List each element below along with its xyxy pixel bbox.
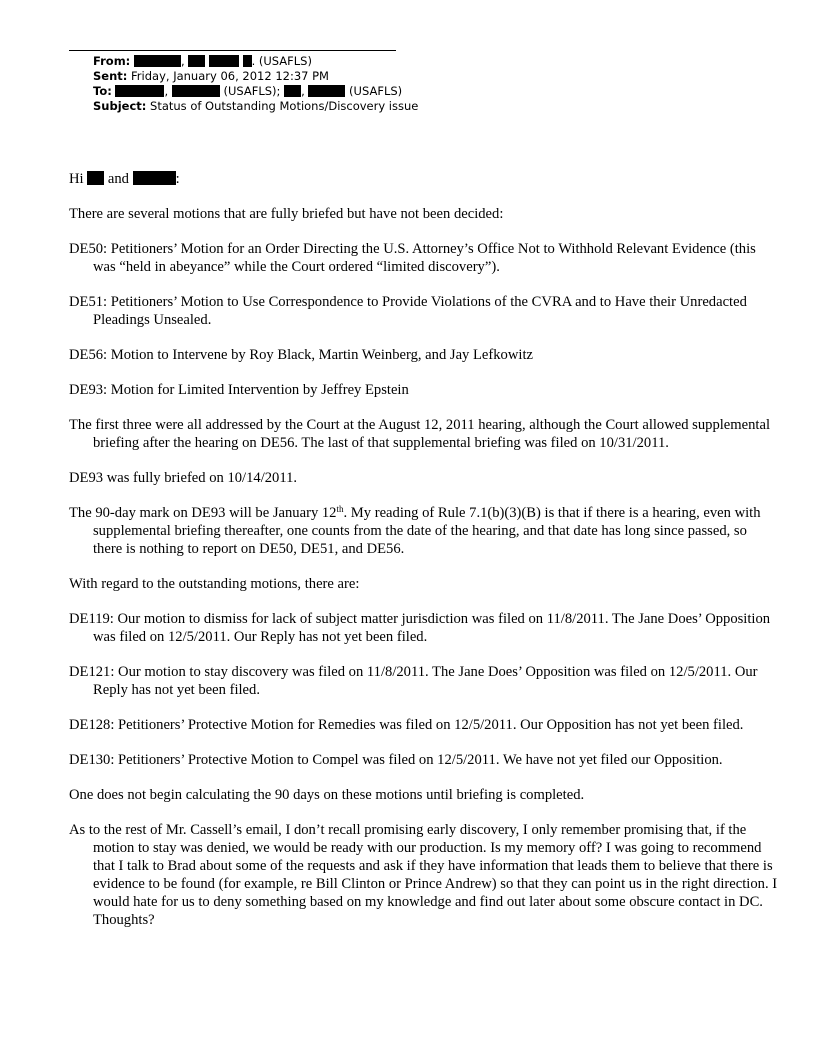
from-line: From: , . (USAFLS)	[93, 54, 312, 68]
email-body	[69, 170, 779, 946]
paragraph-outstanding: With regard to the outstanding motions, there are:	[69, 576, 360, 592]
redaction-box	[284, 85, 301, 97]
to-end: (USAFLS)	[349, 84, 403, 98]
motion-de128: DE128: Petitioners’ Protective Motion for Remedies was filed on 12/5/2011. Our Opposition has not yet been filed.	[69, 717, 744, 733]
redaction-box	[115, 85, 164, 97]
redaction-box	[188, 55, 205, 67]
redaction-box	[133, 171, 176, 185]
subject-label: Subject:	[93, 99, 147, 113]
greeting: Hi and :	[69, 171, 180, 187]
from-label: From:	[93, 54, 131, 68]
email-header	[93, 54, 418, 114]
paragraph-intro: There are several motions that are fully briefed but have not been decided:	[69, 206, 504, 222]
paragraph-ninety-day: The 90-day mark on DE93 will be January 12th. My reading of Rule 7.1(b)(3)(B) is that if there is a hearing, even with supplemental briefing thereafter, one counts from the date of the hearing, and that date has long since passed, so there is nothing to report on DE50, DE51, and DE56.	[69, 504, 761, 557]
redaction-box	[172, 85, 220, 97]
redaction-box	[243, 55, 252, 67]
paragraph-cassell: As to the rest of Mr. Cassell’s email, I don’t recall promising early discovery, I only remember promising that, if the motion to stay was denied, we would be ready with our production. Is my memory off? I was going to recommend that I talk to Brad about some of the requests and ask if they have information that leads them to believe that there is evidence to be found (for example, re Bill Clinton or Prince Andrew) so that they can point us in the right direction. I would hate for us to deny something based on my knowledge and find out later about some obscure contact in DC. Thoughts?	[69, 822, 778, 928]
motion-de93: DE93: Motion for Limited Intervention by Jeffrey Epstein	[69, 382, 409, 398]
to-line: To: , (USAFLS); , (USAFLS)	[93, 84, 403, 98]
header-divider	[69, 50, 396, 51]
motion-de56: DE56: Motion to Intervene by Roy Black, Martin Weinberg, and Jay Lefkowitz	[69, 347, 533, 363]
sent-label: Sent:	[93, 69, 128, 83]
redaction-box	[308, 85, 345, 97]
paragraph-ninety-calc: One does not begin calculating the 90 days on these motions until briefing is completed.	[69, 787, 585, 803]
sent-line	[93, 69, 418, 84]
motion-de121: DE121: Our motion to stay discovery was filed on 11/8/2011. The Jane Does’ Opposition was filed on 12/5/2011. Our Reply has not yet been filed.	[69, 664, 758, 698]
motion-de130: DE130: Petitioners’ Protective Motion to Compel was filed on 12/5/2011. We have not yet filed our Opposition.	[69, 752, 723, 768]
subject-value: Status of Outstanding Motions/Discovery issue	[150, 99, 419, 113]
sent-value: Friday, January 06, 2012 12:37 PM	[131, 69, 329, 83]
motion-de50: DE50: Petitioners’ Motion for an Order Directing the U.S. Attorney’s Office Not to Withhold Relevant Evidence (this was “held in abeyance” while the Court ordered “limited discovery”).	[69, 241, 756, 275]
redaction-box	[134, 55, 181, 67]
redaction-box	[209, 55, 239, 67]
to-middle: (USAFLS);	[223, 84, 281, 98]
motion-de119: DE119: Our motion to dismiss for lack of subject matter jurisdiction was filed on 11/8/2011. The Jane Does’ Opposition was filed on 12/5/2011. Our Reply has not yet been filed.	[69, 611, 771, 645]
to-label: To:	[93, 84, 112, 98]
redaction-box	[87, 171, 104, 185]
subject-line	[93, 99, 418, 114]
motion-de51: DE51: Petitioners’ Motion to Use Correspondence to Provide Violations of the CVRA and to Have their Unredacted Pleadings Unsealed.	[69, 294, 747, 328]
from-suffix: . (USAFLS)	[251, 54, 312, 68]
paragraph-de93-briefed: DE93 was fully briefed on 10/14/2011.	[69, 470, 298, 486]
paragraph-first-three: The first three were all addressed by the Court at the August 12, 2011 hearing, although the Court allowed supplemental briefing after the hearing on DE56. The last of that supplemental briefing was filed on 10/31/2011.	[69, 417, 770, 451]
